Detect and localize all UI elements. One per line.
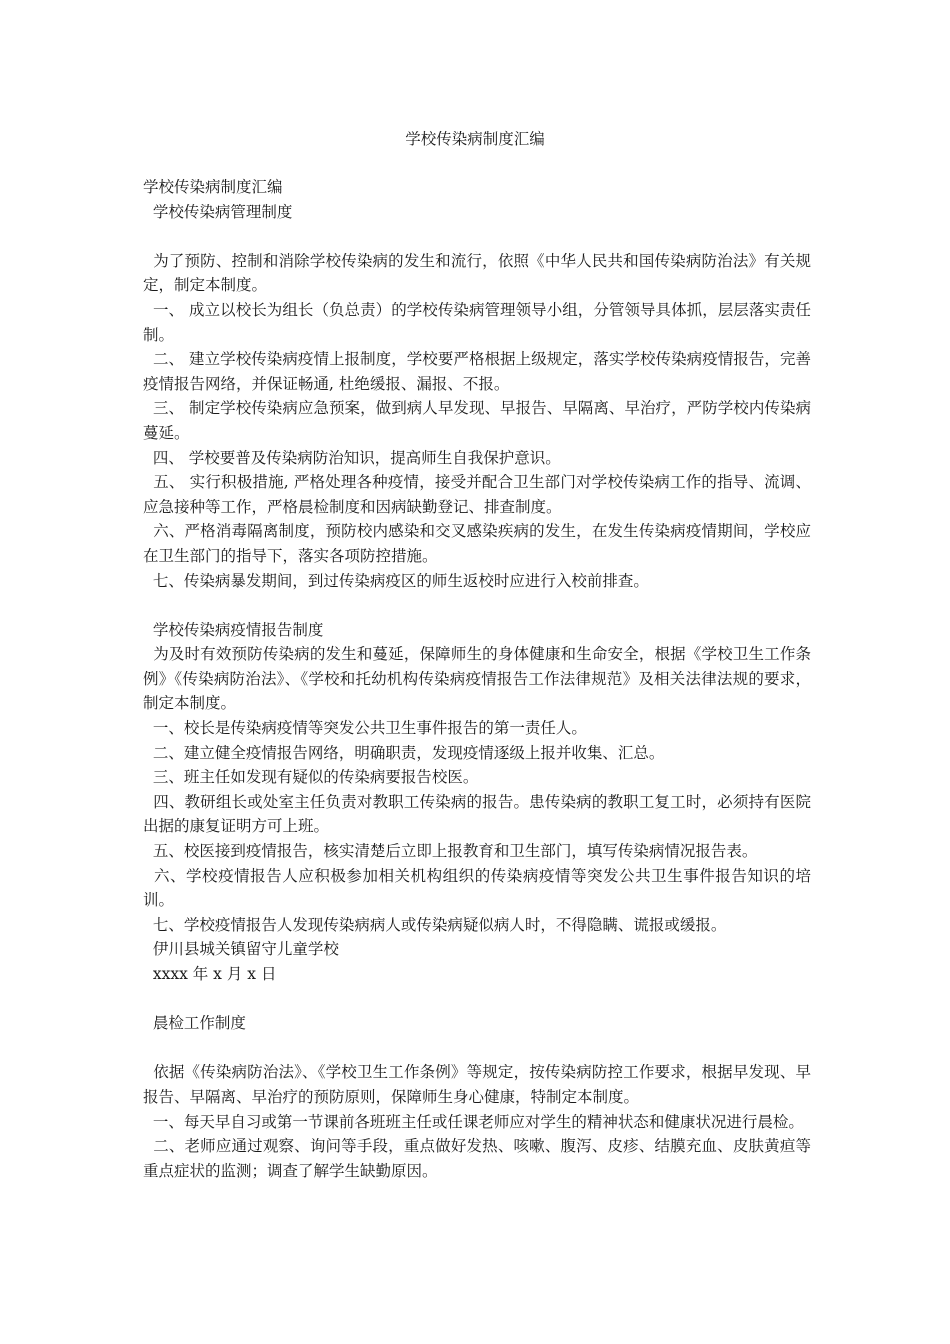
paragraph: 六、严格消毒隔离制度，预防校内感染和交叉感染疾病的发生，在发生传染病疫情期间，学校应在卫生部门的指导下，落实各项防控措施。 xyxy=(143,522,811,565)
paragraph: 五、校医接到疫情报告，核实清楚后立即上报教育和卫生部门，填写传染病情况报告表。 xyxy=(143,842,758,861)
document-title: 学校传染病制度汇编 xyxy=(405,130,545,148)
paragraph: 伊川县城关镇留守儿童学校 xyxy=(143,940,339,959)
blank-line xyxy=(143,1036,811,1061)
paragraph: 一、校长是传染病疫情等突发公共卫生事件报告的第一责任人。 xyxy=(143,719,587,738)
paragraph: 一、每天早自习或第一节课前各班班主任或任课老师应对学生的精神状态和健康状况进行晨检。 xyxy=(143,1112,804,1131)
blank-line xyxy=(143,593,811,618)
paragraph: 一、 成立以校长为组长（负总责）的学校传染病管理领导小组，分管领导具体抓，层层落实责任制。 xyxy=(143,300,812,344)
paragraph: 晨检工作制度 xyxy=(143,1014,246,1033)
paragraph: 四、教研组长或处室主任负责对教职工传染病的报告。患传染病的教职工复工时，必须持有医院出据的康复证明方可上班。 xyxy=(143,792,811,836)
paragraph: 七、传染病暴发期间，到过传染病疫区的师生返校时应进行入校前排查。 xyxy=(143,571,649,590)
paragraph: 四、 学校要普及传染病防治知识，提高师生自我保护意识。 xyxy=(143,448,561,467)
document-body xyxy=(143,175,811,1183)
paragraph: 三、班主任如发现有疑似的传染病要报告校医。 xyxy=(143,768,479,787)
paragraph: 六、学校疫情报告人应积极参加相关机构组织的传染病疫情等突发公共卫生事件报告知识的培训。 xyxy=(143,866,811,910)
paragraph: 七、学校疫情报告人发现传染病病人或传染病疑似病人时，不得隐瞒、谎报或缓报。 xyxy=(143,915,727,934)
paragraph: xxxx 年 x 月 x 日 xyxy=(143,965,277,983)
blank-line xyxy=(143,224,811,249)
paragraph: 学校传染病制度汇编 xyxy=(143,178,283,196)
paragraph: 五、 实行积极措施, 严格处理各种疫情，接受并配合卫生部门对学校传染病工作的指导、流调、应急接种等工作，严格晨检制度和因病缺勤登记、排查制度。 xyxy=(143,473,811,516)
paragraph: 为了预防、控制和消除学校传染病的发生和流行，依照《中华人民共和国传染病防治法》有关规定，制定本制度。 xyxy=(143,251,811,295)
paragraph: 二、建立健全疫情报告网络，明确职责，发现疫情逐级上报并收集、汇总。 xyxy=(143,743,665,762)
paragraph: 二、 建立学校传染病疫情上报制度，学校要严格根据上级规定，落实学校传染病疫情报告，完善疫情报告网络，并保证畅通, 杜绝缓报、漏报、不报。 xyxy=(143,350,812,393)
paragraph: 为及时有效预防传染病的发生和蔓延，保障师生的身体健康和生命安全，根据《学校卫生工作条例》《传染病防治法》、《学校和托幼机构传染病疫情报告工作法律规范》及相关法律法规的要求，制定本制度。 xyxy=(143,645,811,713)
paragraph: 三、 制定学校传染病应急预案，做到病人早发现、早报告、早隔离、早治疗，严防学校内传染病蔓延。 xyxy=(143,399,812,442)
paragraph: 依据《传染病防治法》、《学校卫生工作条例》等规定，按传染病防控工作要求，根据早发现、早报告、早隔离、早治疗的预防原则，保障师生身心健康，特制定本制度。 xyxy=(143,1063,811,1106)
paragraph: 学校传染病管理制度 xyxy=(143,202,293,221)
blank-line xyxy=(143,987,811,1012)
paragraph: 学校传染病疫情报告制度 xyxy=(143,620,324,639)
paragraph: 二、老师应通过观察、询问等手段，重点做好发热、咳嗽、腹泻、皮疹、结膜充血、皮肤黄疸等重点症状的监测；调查了解学生缺勤原因。 xyxy=(143,1137,811,1180)
